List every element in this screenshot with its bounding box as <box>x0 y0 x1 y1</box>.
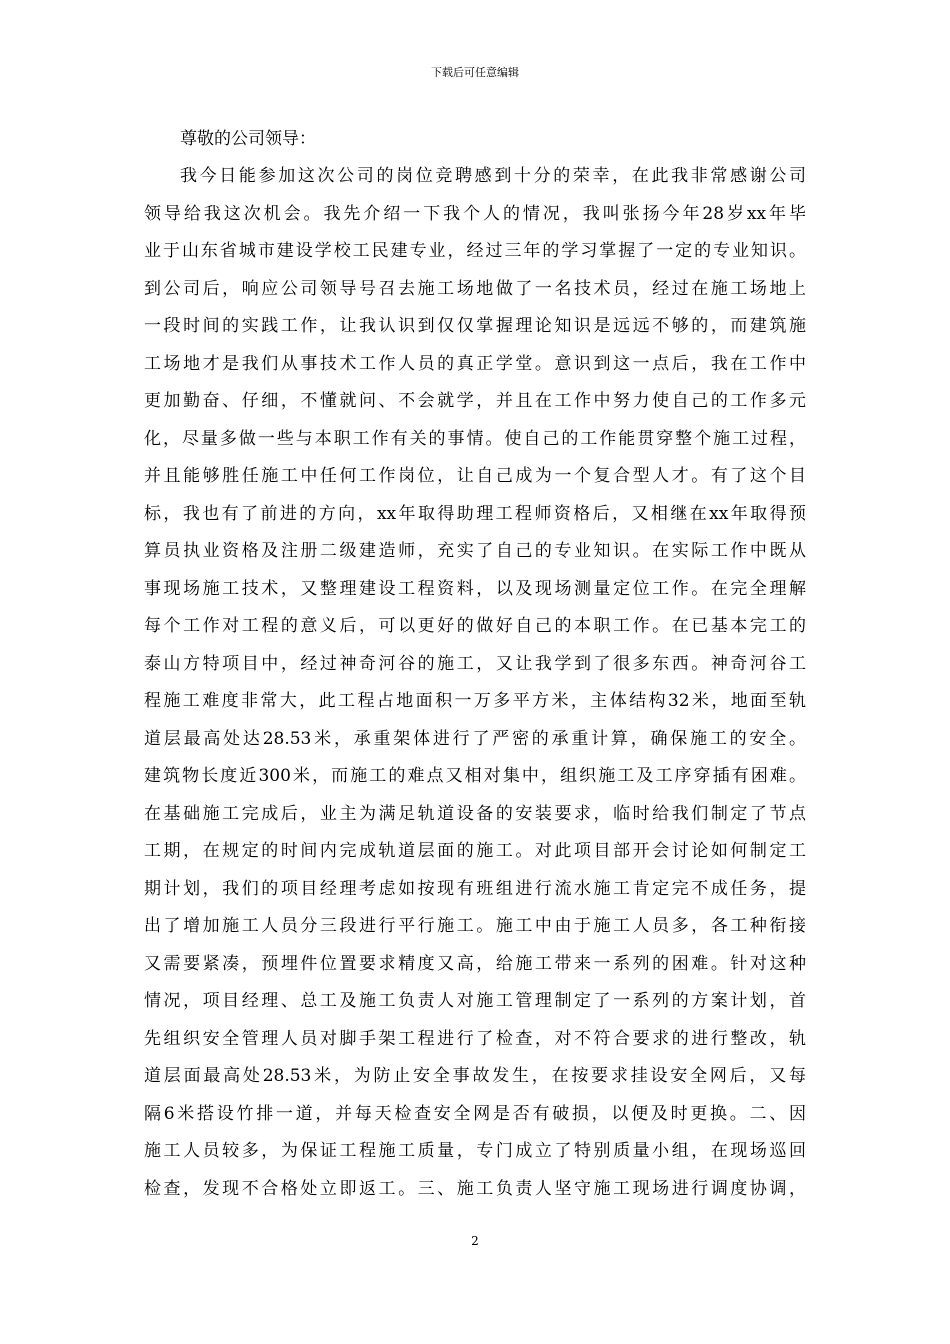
paragraph-line: 出了增加施工人员分三段进行平行施工。施工中由于施工人员多，各工种衔接 <box>144 916 806 936</box>
paragraph-line: 算员执业资格及注册二级建造师，充实了自己的专业知识。在实际工作中既从 <box>144 541 806 561</box>
paragraph-line: 在基础施工完成后，业主为满足轨道设备的安装要求，临时给我们制定了节点 <box>144 803 806 824</box>
paragraph-line: 标，我也有了前进的方向，xx年取得助理工程师资格后，又相继在xx年取得预 <box>144 503 806 524</box>
paragraph-line: 情况，项目经理、总工及施工负责人对施工管理制定了一系列的方案计划，首 <box>144 991 806 1011</box>
paragraph-line: 施工人员较多，为保证工程施工质量，专门成立了特别质量小组，在现场巡回 <box>144 1141 806 1161</box>
paragraph-line: 事现场施工技术，又整理建设工程资料，以及现场测量定位工作。在完全理解 <box>144 578 806 599</box>
paragraph-line: 业于山东省城市建设学校工民建专业，经过三年的学习掌握了一定的专业知识。 <box>144 241 806 261</box>
paragraph-line: 先组织安全管理人员对脚手架工程进行了检查，对不符合要求的进行整改，轨 <box>144 1028 806 1049</box>
salutation: 尊敬的公司领导： <box>180 129 316 149</box>
paragraph-line: 泰山方特项目中，经过神奇河谷的施工，又让我学到了很多东西。神奇河谷工 <box>144 653 806 674</box>
paragraph-line: 一段时间的实践工作，让我认识到仅仅掌握理论知识是远远不够的，而建筑施 <box>144 316 806 336</box>
paragraph-line: 道层最高处达28.53米，承重架体进行了严密的承重计算，确保施工的安全。 <box>144 728 806 749</box>
paragraph-line: 我今日能参加这次公司的岗位竞聘感到十分的荣幸，在此我非常感谢公司 <box>180 166 806 186</box>
paragraph-line: 工场地才是我们从事技术工作人员的真正学堂。意识到这一点后，我在工作中 <box>144 353 806 374</box>
paragraph-line: 并且能够胜任施工中任何工作岗位，让自己成为一个复合型人才。有了这个目 <box>144 466 806 486</box>
paragraph-line: 化，尽量多做一些与本职工作有关的事情。使自己的工作能贯穿整个施工过程， <box>144 428 806 449</box>
paragraph-line: 程施工难度非常大，此工程占地面积一万多平方米，主体结构32米，地面至轨 <box>144 691 806 711</box>
paragraph-line: 隔6米搭设竹排一道，并每天检查安全网是否有破损，以便及时更换。二、因 <box>144 1103 806 1124</box>
paragraph-line: 每个工作对工程的意义后，可以更好的做好自己的本职工作。在已基本完工的 <box>144 616 806 636</box>
paragraph-line: 检查，发现不合格处立即返工。三、施工负责人坚守施工现场进行调度协调， <box>144 1178 806 1199</box>
paragraph-line: 到公司后，响应公司领导号召去施工场地做了一名技术员，经过在施工场地上 <box>144 278 806 299</box>
paragraph-line: 道层面最高处28.53米，为防止安全事故发生，在按要求挂设安全网后，又每 <box>144 1066 806 1086</box>
document-body <box>144 121 806 1208</box>
paragraph-line: 建筑物长度近300米，而施工的难点又相对集中，组织施工及工序穿插有困难。 <box>144 766 806 786</box>
paragraph-line: 期计划，我们的项目经理考虑如按现有班组进行流水施工肯定完不成任务，提 <box>144 878 806 899</box>
paragraph-line: 领导给我这次机会。我先介绍一下我个人的情况，我叫张扬今年28岁xx年毕 <box>144 203 806 224</box>
paragraph-line: 更加勤奋、仔细，不懂就问、不会就学，并且在工作中努力使自己的工作多元 <box>144 391 806 411</box>
page-number: 2 <box>471 1234 479 1248</box>
page-header: 下载后可任意编辑 <box>431 66 519 79</box>
paragraph-line: 又需要紧凑，预埋件位置要求精度又高，给施工带来一系列的困难。针对这种 <box>144 953 806 974</box>
paragraph-line: 工期，在规定的时间内完成轨道层面的施工。对此项目部开会讨论如何制定工 <box>144 841 806 861</box>
